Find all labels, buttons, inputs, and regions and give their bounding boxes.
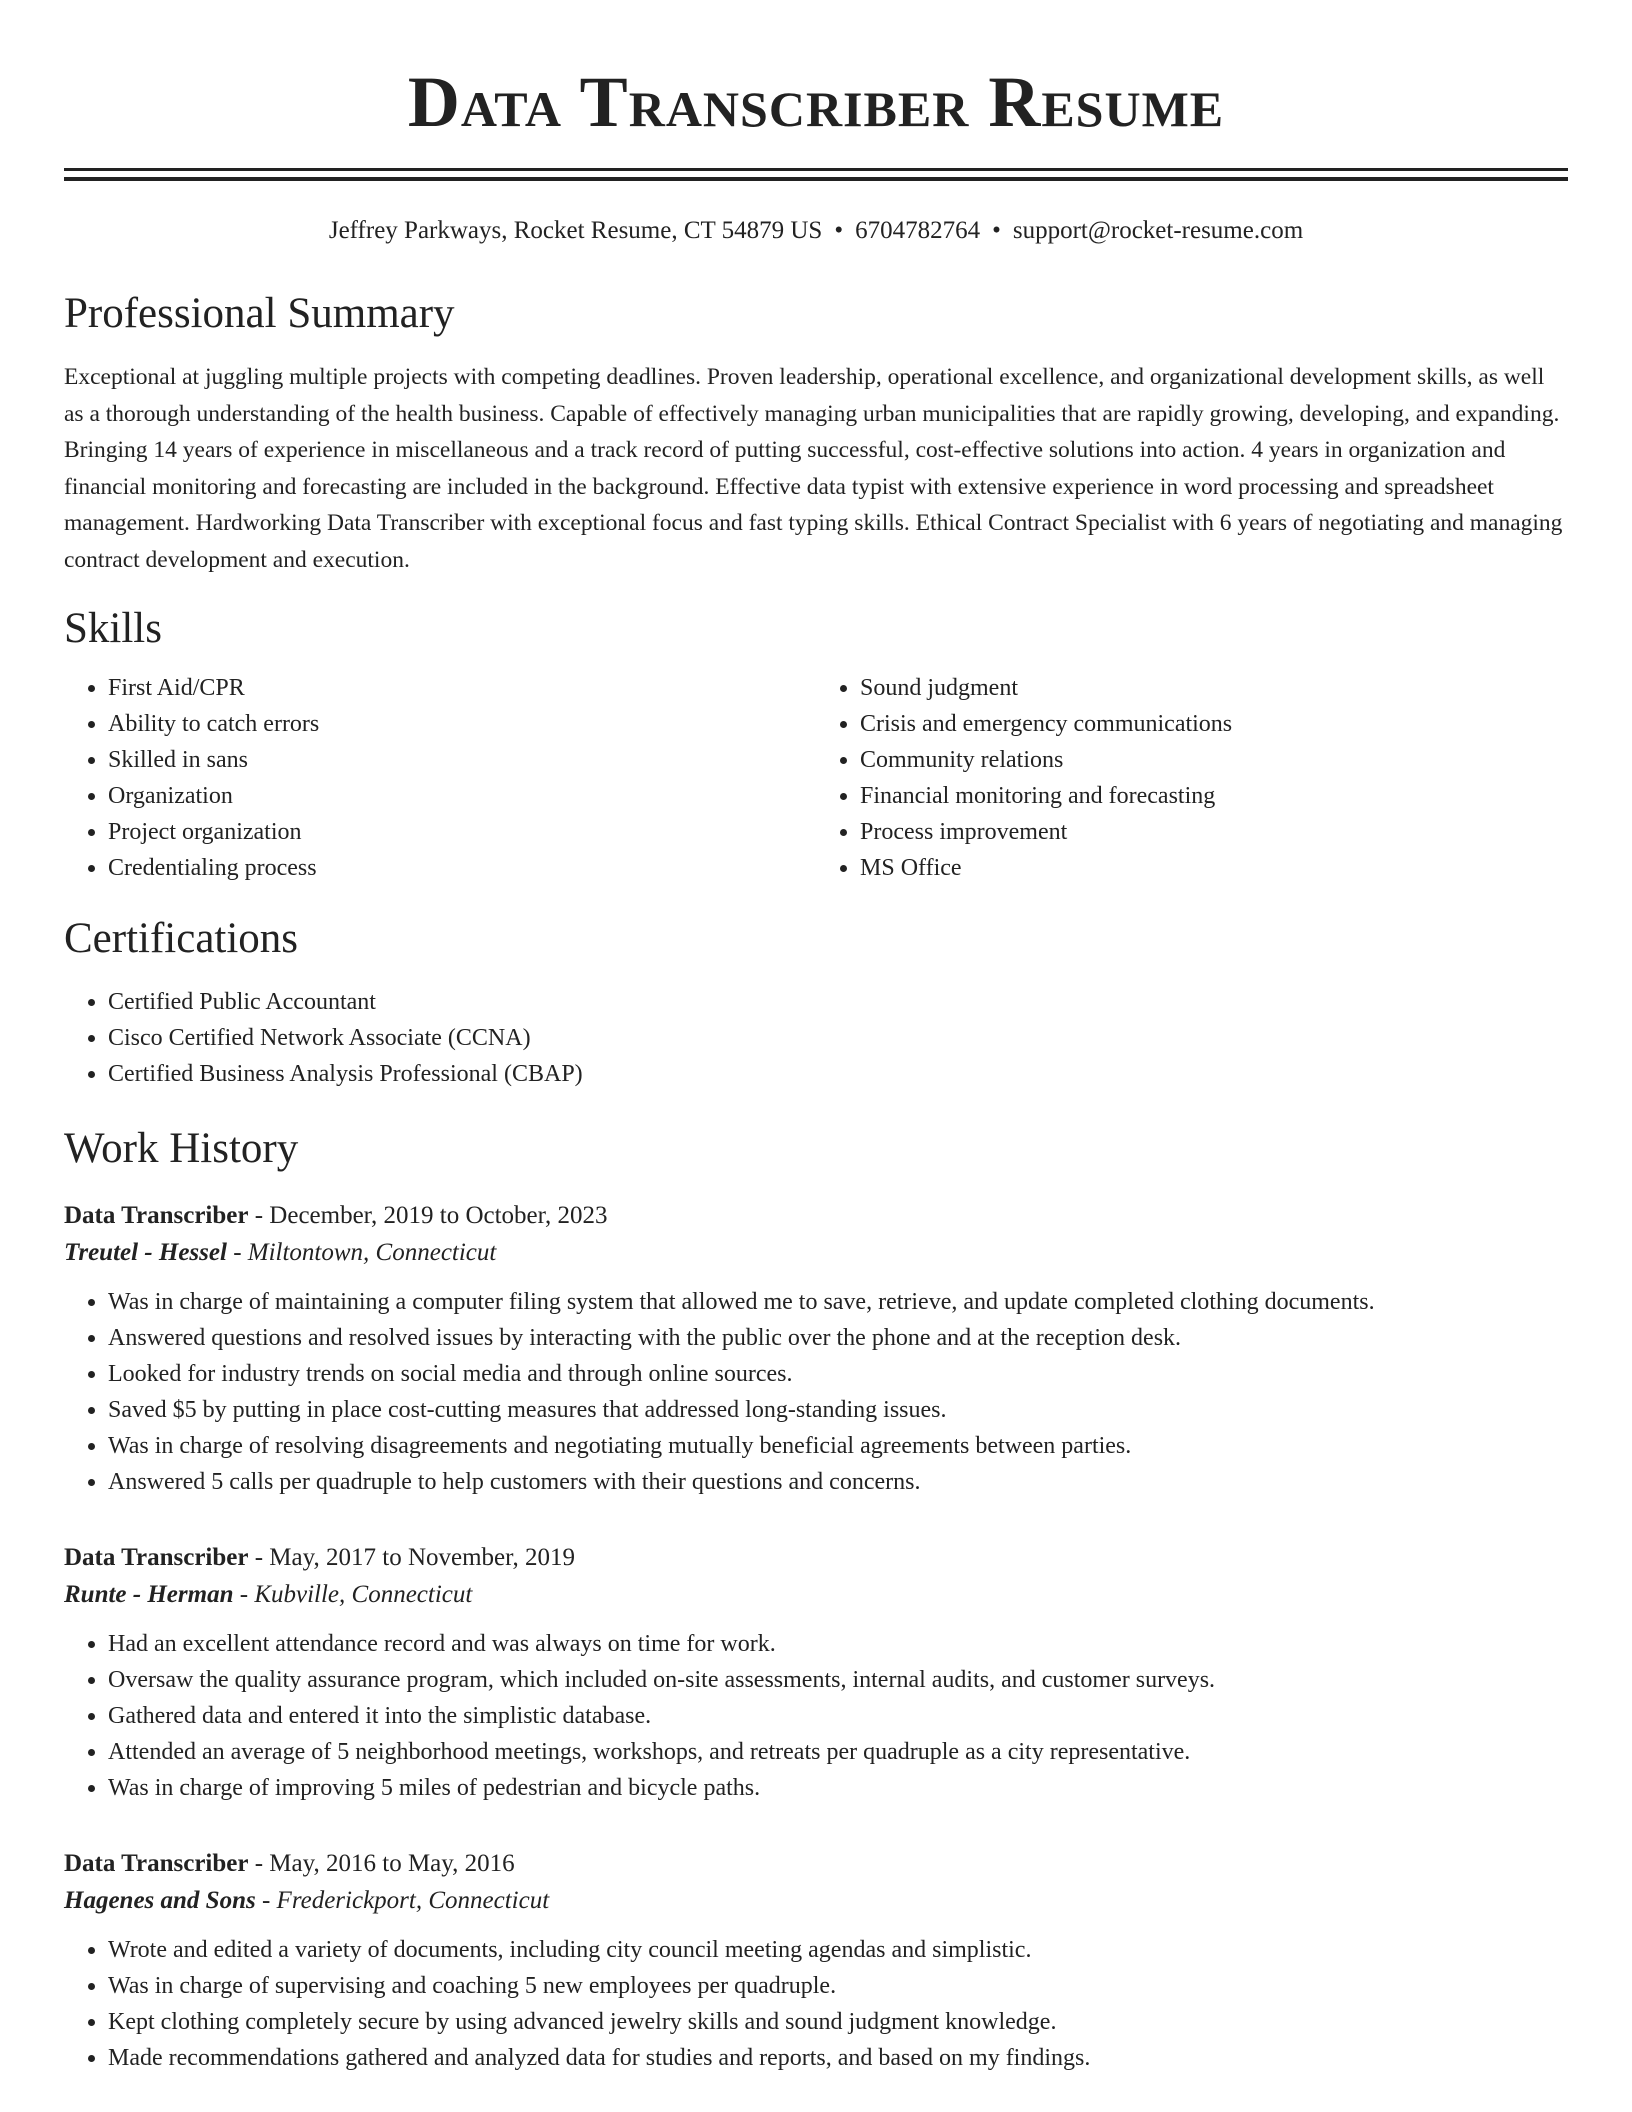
job-entry	[64, 1846, 1568, 2076]
job-title: Data Transcriber	[64, 1544, 249, 1571]
job-location: Kubville, Connecticut	[254, 1581, 473, 1608]
job-company-line: Treutel - Hessel - Miltontown, Connecticut	[64, 1239, 497, 1266]
contact-address: Jeffrey Parkways, Rocket Resume, CT 54879 US	[328, 217, 823, 244]
skills-left-list	[64, 670, 816, 886]
job-bullet: • Had an excellent attendance record and was always on time for work.	[108, 1626, 1568, 1662]
job-company-line: Hagenes and Sons - Frederickport, Connecticut	[64, 1887, 550, 1914]
job-title-line: Data Transcriber - December, 2019 to October, 2023	[64, 1202, 608, 1229]
skill-item: • Ability to catch errors	[108, 706, 816, 742]
job-title: Data Transcriber	[64, 1850, 249, 1877]
job-bullet: • Made recommendations gathered and analyzed data for studies and reports, and based on my findings.	[108, 2040, 1568, 2076]
skill-item: • Crisis and emergency communications	[860, 706, 1568, 742]
job-bullet: • Oversaw the quality assurance program, which included on-site assessments, internal audits, and customer surveys.	[108, 1662, 1568, 1698]
certification-item: • Certified Public Accountant	[108, 984, 1568, 1020]
summary-text: Exceptional at juggling multiple projects with competing deadlines. Proven leadership, operational excellence, and organizational development skills, as well as a thorough understanding of the health business. Capable of effectively managing urban municipalities that are rapidly growing, developing, and expanding. Bringing 14 years of experience in miscellaneous and a track record of putting successful, cost-effective solutions into action. 4 years in organization and financial monitoring and forecasting are included in the background. Effective data typist with extensive experience in word processing and spreadsheet management. Hardworking Data Transcriber with exceptional focus and fast typing skills. Ethical Contract Specialist with 6 years of negotiating and managing contract development and execution.	[64, 364, 1563, 573]
contact-phone: 6704782764	[855, 217, 981, 244]
job-dates: May, 2017 to November, 2019	[269, 1544, 575, 1571]
contact-line	[64, 215, 1568, 247]
job-location: Frederickport, Connecticut	[276, 1887, 550, 1914]
skill-item: • Organization	[108, 778, 816, 814]
skill-item: • Sound judgment	[860, 670, 1568, 706]
certifications-list	[64, 984, 1568, 1092]
job-entry	[64, 1540, 1568, 1806]
job-bullet: • Was in charge of resolving disagreements and negotiating mutually beneficial agreements between parties.	[108, 1428, 1568, 1464]
skill-item: • Community relations	[860, 742, 1568, 778]
job-bullet: • Answered questions and resolved issues by interacting with the public over the phone and at the reception desk.	[108, 1320, 1568, 1356]
skill-item: • Credentialing process	[108, 850, 816, 886]
job-bullets	[64, 1626, 1568, 1806]
job-entry	[64, 1198, 1568, 1500]
skill-item: • Financial monitoring and forecasting	[860, 778, 1568, 814]
job-title-line: Data Transcriber - May, 2016 to May, 2016	[64, 1850, 515, 1877]
job-dates: May, 2016 to May, 2016	[269, 1850, 515, 1877]
job-bullet: • Gathered data and entered it into the simplistic database.	[108, 1698, 1568, 1734]
skill-item: • Skilled in sans	[108, 742, 816, 778]
contact-email: support@rocket-resume.com	[1012, 217, 1304, 244]
skill-item: • First Aid/CPR	[108, 670, 816, 706]
job-company: Runte - Herman	[64, 1581, 234, 1608]
certification-item: • Cisco Certified Network Associate (CCNA)	[108, 1020, 1568, 1056]
page-title: Data Transcriber Resume	[407, 62, 1225, 142]
certifications-heading: Certifications	[64, 915, 299, 962]
job-company: Hagenes and Sons	[64, 1887, 256, 1914]
summary-heading: Professional Summary	[64, 290, 455, 337]
job-bullet: • Was in charge of supervising and coaching 5 new employees per quadruple.	[108, 1968, 1568, 2004]
job-bullet: • Was in charge of improving 5 miles of pedestrian and bicycle paths.	[108, 1770, 1568, 1806]
skills-columns	[64, 670, 1568, 886]
job-bullet: • Answered 5 calls per quadruple to help customers with their questions and concerns.	[108, 1464, 1568, 1500]
job-dates: December, 2019 to October, 2023	[269, 1202, 608, 1229]
job-bullets	[64, 1284, 1568, 1500]
skills-heading: Skills	[64, 605, 162, 652]
job-company-line: Runte - Herman - Kubville, Connecticut	[64, 1581, 473, 1608]
job-bullet: • Wrote and edited a variety of documents, including city council meeting agendas and simplistic.	[108, 1932, 1568, 1968]
contact-separator: •	[992, 217, 1001, 244]
work-history-heading: Work History	[64, 1125, 299, 1172]
job-company: Treutel - Hessel	[64, 1239, 227, 1266]
job-location: Miltontown, Connecticut	[247, 1239, 497, 1266]
title-divider-thin	[64, 168, 1568, 171]
job-bullet: • Saved $5 by putting in place cost-cutting measures that addressed long-standing issues.	[108, 1392, 1568, 1428]
skills-right-list	[816, 670, 1568, 886]
job-title-line: Data Transcriber - May, 2017 to November, 2019	[64, 1544, 575, 1571]
job-bullet: • Attended an average of 5 neighborhood meetings, workshops, and retreats per quadruple as a city representative.	[108, 1734, 1568, 1770]
job-title: Data Transcriber	[64, 1202, 249, 1229]
job-bullets	[64, 1932, 1568, 2076]
skill-item: • Project organization	[108, 814, 816, 850]
job-bullet: • Was in charge of maintaining a computer filing system that allowed me to save, retrieve, and update completed clothing documents.	[108, 1284, 1568, 1320]
title-divider-thick	[64, 177, 1568, 181]
job-bullet: • Looked for industry trends on social media and through online sources.	[108, 1356, 1568, 1392]
skill-item: • MS Office	[860, 850, 1568, 886]
certification-item: • Certified Business Analysis Professional (CBAP)	[108, 1056, 1568, 1092]
skill-item: • Process improvement	[860, 814, 1568, 850]
contact-separator: •	[834, 217, 844, 244]
job-bullet: • Kept clothing completely secure by using advanced jewelry skills and sound judgment knowledge.	[108, 2004, 1568, 2040]
